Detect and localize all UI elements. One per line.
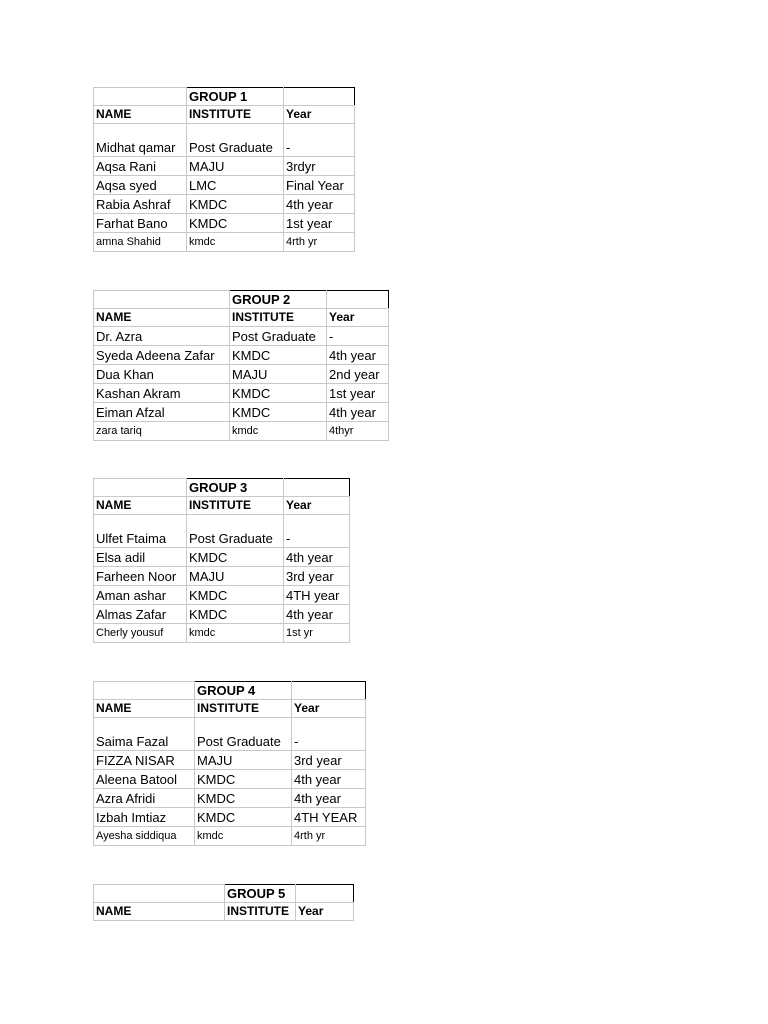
cell-name: Kashan Akram xyxy=(94,384,230,403)
header-name: NAME xyxy=(94,309,230,327)
cell-institute: MAJU xyxy=(195,751,292,770)
group-title: GROUP 3 xyxy=(187,479,284,497)
table-row xyxy=(94,403,389,422)
cell-name: Azra Afridi xyxy=(94,789,195,808)
cell-name: Eiman Afzal xyxy=(94,403,230,422)
group-3-block xyxy=(93,478,350,643)
cell-institute: kmdc xyxy=(230,422,327,441)
cell-name: Ulfet Ftaima xyxy=(94,515,187,548)
cell-year: 3rdyr xyxy=(284,157,355,176)
cell-name: Farheen Noor xyxy=(94,567,187,586)
cell-year: 1st year xyxy=(327,384,389,403)
cell-name: Izbah Imtiaz xyxy=(94,808,195,827)
cell-year: 4th year xyxy=(284,605,350,624)
table-row xyxy=(94,624,350,643)
cell-institute: KMDC xyxy=(230,403,327,422)
group-title: GROUP 4 xyxy=(195,682,292,700)
table-row xyxy=(94,124,355,157)
table-row xyxy=(94,346,389,365)
group-table xyxy=(93,884,354,921)
group-table xyxy=(93,290,389,441)
cell-year: 4rth yr xyxy=(292,827,366,846)
group-title-row xyxy=(94,291,389,309)
cell-institute: LMC xyxy=(187,176,284,195)
table-row xyxy=(94,214,355,233)
cell-institute: KMDC xyxy=(187,586,284,605)
table-row xyxy=(94,195,355,214)
cell-name: Saima Fazal xyxy=(94,718,195,751)
cell-year: - xyxy=(292,718,366,751)
cell-institute: KMDC xyxy=(187,605,284,624)
table-row xyxy=(94,567,350,586)
cell-name: amna Shahid xyxy=(94,233,187,252)
cell-institute: KMDC xyxy=(195,808,292,827)
cell-institute: KMDC xyxy=(195,770,292,789)
cell-institute: Post Graduate xyxy=(187,515,284,548)
cell-name: Dua Khan xyxy=(94,365,230,384)
cell-year: 3rd year xyxy=(292,751,366,770)
cell-name: Midhat qamar xyxy=(94,124,187,157)
table-row xyxy=(94,751,366,770)
cell-institute: kmdc xyxy=(187,624,284,643)
cell-institute: KMDC xyxy=(187,214,284,233)
group-title: GROUP 5 xyxy=(225,885,296,903)
cell-year: 4TH year xyxy=(284,586,350,605)
cell-name: Aman ashar xyxy=(94,586,187,605)
cell-name: Dr. Azra xyxy=(94,327,230,346)
table-row xyxy=(94,422,389,441)
header-institute: INSTITUTE xyxy=(225,903,296,921)
header-row xyxy=(94,700,366,718)
header-name: NAME xyxy=(94,903,225,921)
cell-institute: KMDC xyxy=(187,548,284,567)
table-row xyxy=(94,365,389,384)
header-institute: INSTITUTE xyxy=(230,309,327,327)
group-title-row xyxy=(94,885,354,903)
header-name: NAME xyxy=(94,106,187,124)
cell-name: Elsa adil xyxy=(94,548,187,567)
table-row xyxy=(94,605,350,624)
cell-year: 4th year xyxy=(284,548,350,567)
group-title: GROUP 2 xyxy=(230,291,327,309)
cell-name: FIZZA NISAR xyxy=(94,751,195,770)
cell-year: 1st yr xyxy=(284,624,350,643)
cell-name: zara tariq xyxy=(94,422,230,441)
group-title-row xyxy=(94,479,350,497)
group-1-block xyxy=(93,87,355,252)
header-name: NAME xyxy=(94,497,187,515)
header-row xyxy=(94,903,354,921)
cell-year: 4th year xyxy=(327,346,389,365)
header-year: Year xyxy=(284,106,355,124)
header-year: Year xyxy=(292,700,366,718)
header-name: NAME xyxy=(94,700,195,718)
cell-year: Final Year xyxy=(284,176,355,195)
table-row xyxy=(94,770,366,789)
cell-institute: KMDC xyxy=(230,346,327,365)
cell-institute: KMDC xyxy=(230,384,327,403)
cell-year: 2nd year xyxy=(327,365,389,384)
cell-year: 4th year xyxy=(292,789,366,808)
cell-institute: KMDC xyxy=(187,195,284,214)
cell-year: 4th year xyxy=(284,195,355,214)
header-year: Year xyxy=(327,309,389,327)
cell-year: 4th year xyxy=(292,770,366,789)
table-row xyxy=(94,384,389,403)
group-title: GROUP 1 xyxy=(187,88,284,106)
cell-name: Farhat Bano xyxy=(94,214,187,233)
header-institute: INSTITUTE xyxy=(187,497,284,515)
cell-year: 1st year xyxy=(284,214,355,233)
group-4-block xyxy=(93,681,366,846)
group-title-row xyxy=(94,88,355,106)
cell-institute: MAJU xyxy=(187,567,284,586)
cell-institute: Post Graduate xyxy=(230,327,327,346)
header-institute: INSTITUTE xyxy=(195,700,292,718)
table-row xyxy=(94,157,355,176)
header-year: Year xyxy=(284,497,350,515)
cell-name: Aleena Batool xyxy=(94,770,195,789)
cell-institute: Post Graduate xyxy=(195,718,292,751)
cell-name: Rabia Ashraf xyxy=(94,195,187,214)
table-row xyxy=(94,718,366,751)
group-2-block xyxy=(93,290,389,441)
table-row xyxy=(94,789,366,808)
cell-year: 4th year xyxy=(327,403,389,422)
cell-name: Syeda Adeena Zafar xyxy=(94,346,230,365)
group-title-row xyxy=(94,682,366,700)
group-table xyxy=(93,478,350,643)
cell-name: Aqsa syed xyxy=(94,176,187,195)
cell-name: Cherly yousuf xyxy=(94,624,187,643)
table-row xyxy=(94,176,355,195)
table-row xyxy=(94,327,389,346)
header-row xyxy=(94,106,355,124)
table-row xyxy=(94,808,366,827)
table-row xyxy=(94,515,350,548)
cell-year: - xyxy=(284,124,355,157)
cell-year: 4thyr xyxy=(327,422,389,441)
cell-institute: kmdc xyxy=(195,827,292,846)
table-row xyxy=(94,586,350,605)
cell-institute: MAJU xyxy=(187,157,284,176)
header-row xyxy=(94,497,350,515)
cell-year: - xyxy=(327,327,389,346)
group-5-block xyxy=(93,884,354,921)
header-year: Year xyxy=(296,903,354,921)
cell-year: - xyxy=(284,515,350,548)
cell-year: 4rth yr xyxy=(284,233,355,252)
cell-name: Ayesha siddiqua xyxy=(94,827,195,846)
cell-year: 3rd year xyxy=(284,567,350,586)
cell-institute: Post Graduate xyxy=(187,124,284,157)
cell-year: 4TH YEAR xyxy=(292,808,366,827)
table-row xyxy=(94,827,366,846)
header-row xyxy=(94,309,389,327)
cell-institute: KMDC xyxy=(195,789,292,808)
cell-name: Aqsa Rani xyxy=(94,157,187,176)
header-institute: INSTITUTE xyxy=(187,106,284,124)
cell-institute: kmdc xyxy=(187,233,284,252)
table-row xyxy=(94,233,355,252)
group-table xyxy=(93,87,355,252)
cell-institute: MAJU xyxy=(230,365,327,384)
table-row xyxy=(94,548,350,567)
group-table xyxy=(93,681,366,846)
cell-name: Almas Zafar xyxy=(94,605,187,624)
